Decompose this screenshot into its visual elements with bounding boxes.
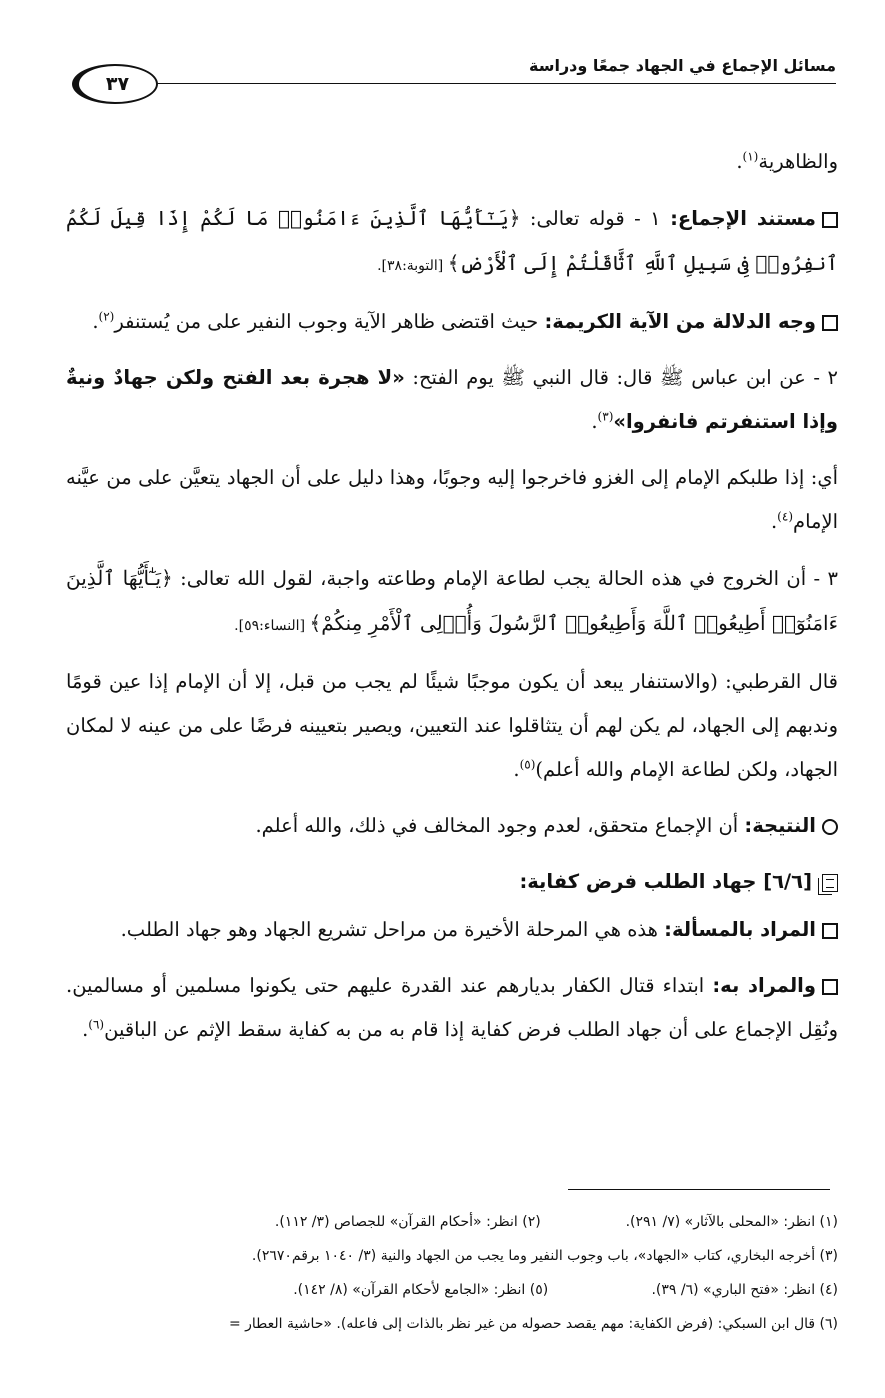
text: . (591, 410, 598, 433)
paragraph-definition (66, 964, 838, 1052)
text: هذه هي المرحلة الأخيرة من مراحل تشريع الجهاد وهو جهاد الطلب. (120, 918, 665, 941)
footnote-2: (٢) انظر: «أحكام القرآن» للجصاص (٣/ ١١٢). (274, 1214, 541, 1230)
paragraph-obedience (66, 556, 838, 648)
paragraph-evidence (66, 196, 838, 288)
paragraph-indication (66, 300, 838, 344)
footnote-3: (٣) أخرجه البخاري، كتاب «الجهاد»، باب وجوب النفير وما يجب من الجهاد والنية (٣/ ١٠٤٠ برقم٢٦٧٠). (251, 1248, 838, 1264)
lead-term: النتيجة: (744, 814, 816, 837)
footnote-ref: (٥) (519, 757, 536, 772)
circle-bullet-icon (822, 819, 838, 835)
paragraph-result (66, 804, 838, 848)
footnote-5: (٥) انظر: «الجامع لأحكام القرآن» (٨/ ١٤٢). (293, 1282, 549, 1298)
square-bullet-icon (822, 212, 838, 228)
running-title: مسائل الإجماع في الجهاد جمعًا ودراسة (529, 56, 836, 75)
footnote-row (60, 1273, 838, 1307)
text: ابتداء قتال الكفار بديارهم عند القدرة عليهم حتى يكونوا مسلمين أو مسالمين. ونُقِل الإجماع على أن جهاد الطلب فرض كفاية إذا قام به من به كفاية سقط الإثم عن الباقين (66, 974, 838, 1041)
footnote-6: (٦) قال ابن السبكي: (فرض الكفاية: مهم يقصد حصوله من غير نظر بالذات إلى فاعله). «حاشية العطار = (228, 1316, 838, 1332)
footnote-row (60, 1205, 838, 1239)
page-header (66, 52, 836, 108)
square-bullet-icon (822, 315, 838, 331)
lead-term: وجه الدلالة من الآية الكريمة: (544, 310, 816, 333)
text: ١ - قوله تعالى: (520, 207, 671, 230)
text: . (736, 150, 743, 173)
spacer (60, 1205, 190, 1239)
footnote-ref: (٦) (88, 1017, 105, 1032)
lead-term: والمراد به: (712, 974, 816, 997)
main-text (66, 140, 838, 1056)
text: . (770, 510, 778, 533)
document-icon (822, 874, 838, 892)
section-heading (66, 860, 838, 904)
footnote-ref: (٢) (98, 309, 115, 324)
lead-term: المراد بالمسألة: (664, 918, 816, 941)
paragraph-hadith (66, 356, 838, 444)
footnote-separator (568, 1189, 830, 1190)
text: قال القرطبي: (والاستنفار يبعد أن يكون موجبًا شيئًا لم يجب من قبل، إلا أن الإمام إذا عين قومًا وندبهم إلى الجهاد، لم يكن لهم أن يتثاقلوا عند التعيين، ويصير بتعيينه فرضًا على من عينه لا لمكان الجهاد، ولكن لطاعة الإمام والله أعلم) (66, 670, 838, 781)
verse-reference: [التوبة:٣٨]. (377, 258, 448, 274)
footnote-1: (١) انظر: «المحلى بالآثار» (٧/ ٢٩١). (625, 1214, 838, 1230)
quran-verse: ﴿يَـٰٓأَيُّهَا ٱلَّذِينَ ءَامَنُوا۟ مَا لَكُمْ إِذَا قِيلَ لَكُمُ ٱنفِرُوا۟ فِى سَبِيلِ ٱللَّهِ ٱثَّاقَلْتُمْ إِلَى ٱلْأَرْضِ﴾ (66, 206, 838, 275)
footnote-ref: (١) (742, 149, 759, 164)
footnote-4: (٤) انظر: «فتح الباري» (٦/ ٣٩). (651, 1282, 838, 1298)
text: . (513, 758, 520, 781)
footnote-ref: (٣) (597, 409, 614, 424)
lead-term: مستند الإجماع: (670, 207, 817, 230)
text: ٢ - عن ابن عباس ﷺ قال: قال النبي ﷺ يوم الفتح: (404, 366, 839, 389)
page-number: ٣٧ (72, 64, 158, 104)
text: حيث اقتضى ظاهر الآية وجوب النفير على من يُستنفر (114, 310, 545, 333)
verse-reference: [النساء:٥٩]. (234, 618, 310, 634)
footnotes (60, 1205, 838, 1341)
hadith-quote: «لا هجرة بعد الفتح ولكن جهادٌ ونيةٌ وإذا استنفرتم فانفروا» (66, 366, 838, 433)
paragraph-continuation (66, 140, 838, 184)
footnote-row (60, 1239, 838, 1273)
section-heading-text: [٦/٦] جهاد الطلب فرض كفاية: (519, 870, 812, 893)
spacer (60, 1273, 190, 1307)
footnote-row (60, 1307, 838, 1341)
header-rule (156, 83, 836, 84)
footnote-ref: (٤) (777, 509, 793, 524)
quran-verse: ﴿يَـٰٓأَيُّهَا ٱلَّذِينَ ءَامَنُوٓا۟ أَطِيعُوا۟ ٱللَّهَ وَأَطِيعُوا۟ ٱلرَّسُولَ وَأُو۟لِى ٱلْأَمْرِ مِنكُمْ﴾ (66, 566, 838, 635)
paragraph-meaning (66, 908, 838, 952)
square-bullet-icon (822, 979, 838, 995)
text: أي: إذا طلبكم الإمام إلى الغزو فاخرجوا إليه وجوبًا، وهذا دليل على أن الجهاد يتعيَّن على من عيَّنه الإمام (66, 466, 838, 533)
text: والظاهرية (758, 150, 838, 173)
text: أن الإجماع متحقق، لعدم وجود المخالف في ذلك، والله أعلم. (255, 814, 745, 837)
text: ٣ - أن الخروج في هذه الحالة يجب لطاعة الإمام وطاعته واجبة، لقول الله تعالى: (172, 567, 839, 590)
square-bullet-icon (822, 923, 838, 939)
paragraph-qurtubi (66, 660, 838, 792)
paragraph-explanation (66, 456, 838, 544)
text: . (92, 310, 99, 333)
text: . (82, 1018, 89, 1041)
